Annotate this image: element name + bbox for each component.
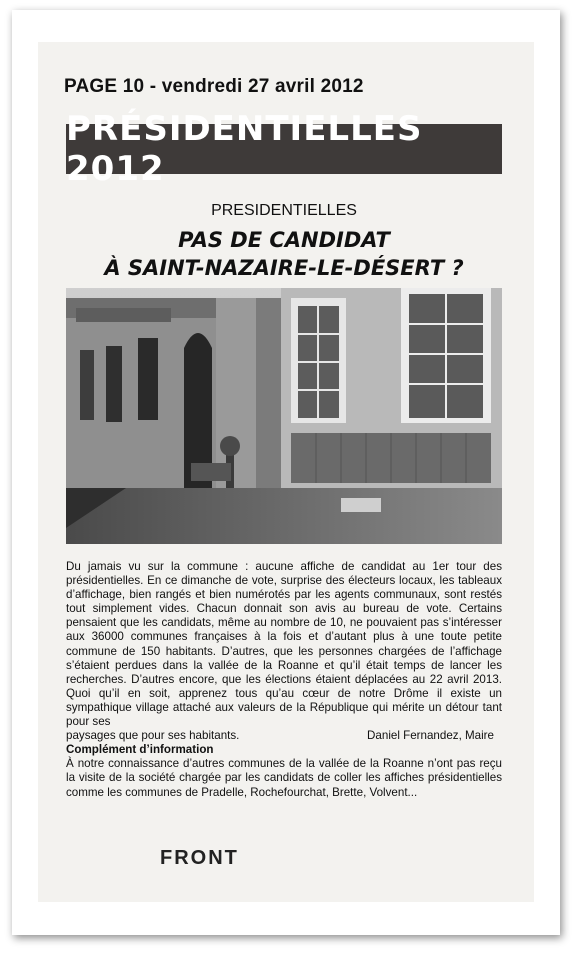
next-article-fragment [160, 843, 300, 857]
headline-line-1: PAS DE CANDIDAT [178, 228, 390, 252]
headline-line-2: À SAINT-NAZAIRE-LE-DÉSERT ? [104, 256, 464, 280]
article-last-line: paysages que pour ses habitants. [66, 729, 240, 743]
building-photo-illustration [66, 288, 502, 544]
complement-title: Complément d’information [66, 743, 214, 757]
article-headline [66, 226, 502, 282]
article-signature: Daniel Fernandez, Maire [367, 729, 494, 743]
article-body [66, 560, 502, 800]
page-header: PAGE 10 - vendredi 27 avril 2012 [64, 76, 364, 97]
town-hall-photo [66, 288, 502, 544]
article-kicker: PRESIDENTIELLES [211, 202, 357, 219]
section-banner [66, 109, 502, 189]
complement-paragraph: À notre connaissance d’autres communes de la vallée de la Roanne n’ont pas reçu la visite de la société chargée par les candidats de coller les affiches présidentielles comme les communes de Pradelle, Rochefourchat, Brette, Volvent... [66, 757, 502, 799]
banner-title: PRÉSIDENTIELLES 2012 [66, 109, 423, 189]
article-paragraph: Du jamais vu sur la commune : aucune affiche de candidat au 1er tour des présidentielles. En ce dimanche de vote, surprise des électeurs locaux, les tableaux d’affichage, bien rangés et bien numérotés par les agents communaux, sont restés tout simplement vides. Chacun donnait son avis au bureau de vote. Certains pensaient que les candidats, même au nombre de 10, ne pouvaient pas s’intéresser aux 36000 communes françaises à la fois et d’autant plus à une toute petite commune de 150 habitants. D’autres, que les personnes chargées de l’affichage s’étaient perdues dans la vallée de la Roanne et qu’il était temps de lancer les recherches. D’autres encore, que les élections étaient déplacées au 22 avril 2013. Quoi qu’il en soit, apprenez tous qu’au cœur de notre Drôme il existe un sympathique village attaché aux valeurs de la République qui mérite un détour tant pour ses [66, 560, 502, 729]
signature-line [66, 729, 502, 743]
